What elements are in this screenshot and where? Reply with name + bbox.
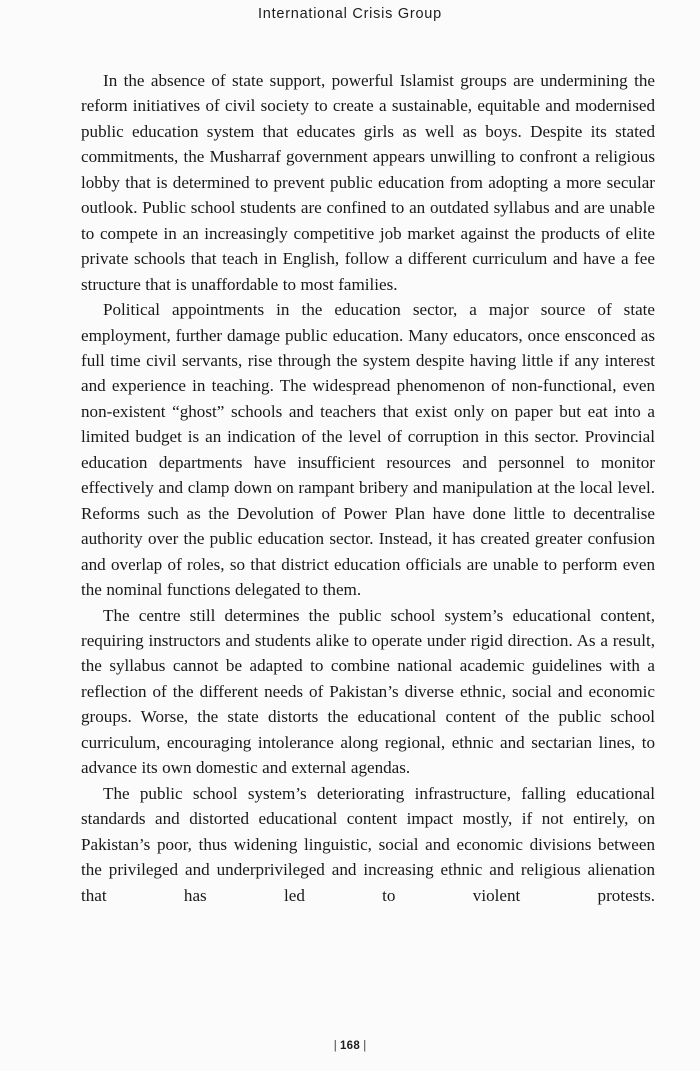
- folio-left-rule: |: [333, 1040, 337, 1052]
- page-footer: [0, 1039, 700, 1053]
- paragraph-4: The public school system’s deteriorating infrastructure, falling educational standards and distorted educational content impact mostly, if not entirely, on Pakistan’s poor, thus widening linguistic, social and economic divisions between the privileged and underprivileged and increasing ethnic and religious alienation that has led to violent protests.: [81, 783, 655, 905]
- paragraph-3: The centre still determines the public school system’s educational content, requiring instructors and students alike to operate under rigid direction. As a result, the syllabus cannot be adapted to combine national academic guidelines with a reflection of the different needs of Pakistan’s diverse ethnic, social and economic groups. Worse, the state distorts the educational content of the public school curriculum, encouraging intolerance along regional, ethnic and sectarian lines, to advance its own domestic and external agendas.: [81, 605, 655, 778]
- running-header: International Crisis Group: [258, 6, 442, 22]
- paragraph-2: Political appointments in the education sector, a major source of state employment, further damage public education. Many educators, once ensconced as full time civil servants, rise through the system despite having little if any interest and experience in teaching. The widespread phenomenon of non-functional, even non-existent “ghost” schools and teachers that exist only on paper but eat into a limited budget is an indication of the level of corruption in this sector. Provincial education departments have insufficient resources and personnel to monitor effectively and clamp down on rampant bribery and manipulation at the local level. Reforms such as the Devolution of Power Plan have done little to decentralise authority over the public education sector. Instead, it has created greater confusion and overlap of roles, so that district education officials are unable to perform even the nominal functions delegated to them.: [81, 300, 655, 600]
- body-text-column: [81, 68, 655, 908]
- folio-right-rule: |: [363, 1040, 367, 1052]
- page-number: 168: [339, 1040, 361, 1052]
- paragraph-1: In the absence of state support, powerful Islamist groups are undermining the reform initiatives of civil society to create a sustainable, equitable and modernised public education system that educates girls as well as boys. Despite its stated commitments, the Musharraf government appears unwilling to confront a religious lobby that is determined to prevent public education from adopting a more secular outlook. Public school students are confined to an outdated syllabus and are unable to compete in an increasingly competitive job market against the products of elite private schools that teach in English, follow a different curriculum and have a fee structure that is unaffordable to most families.: [81, 71, 655, 294]
